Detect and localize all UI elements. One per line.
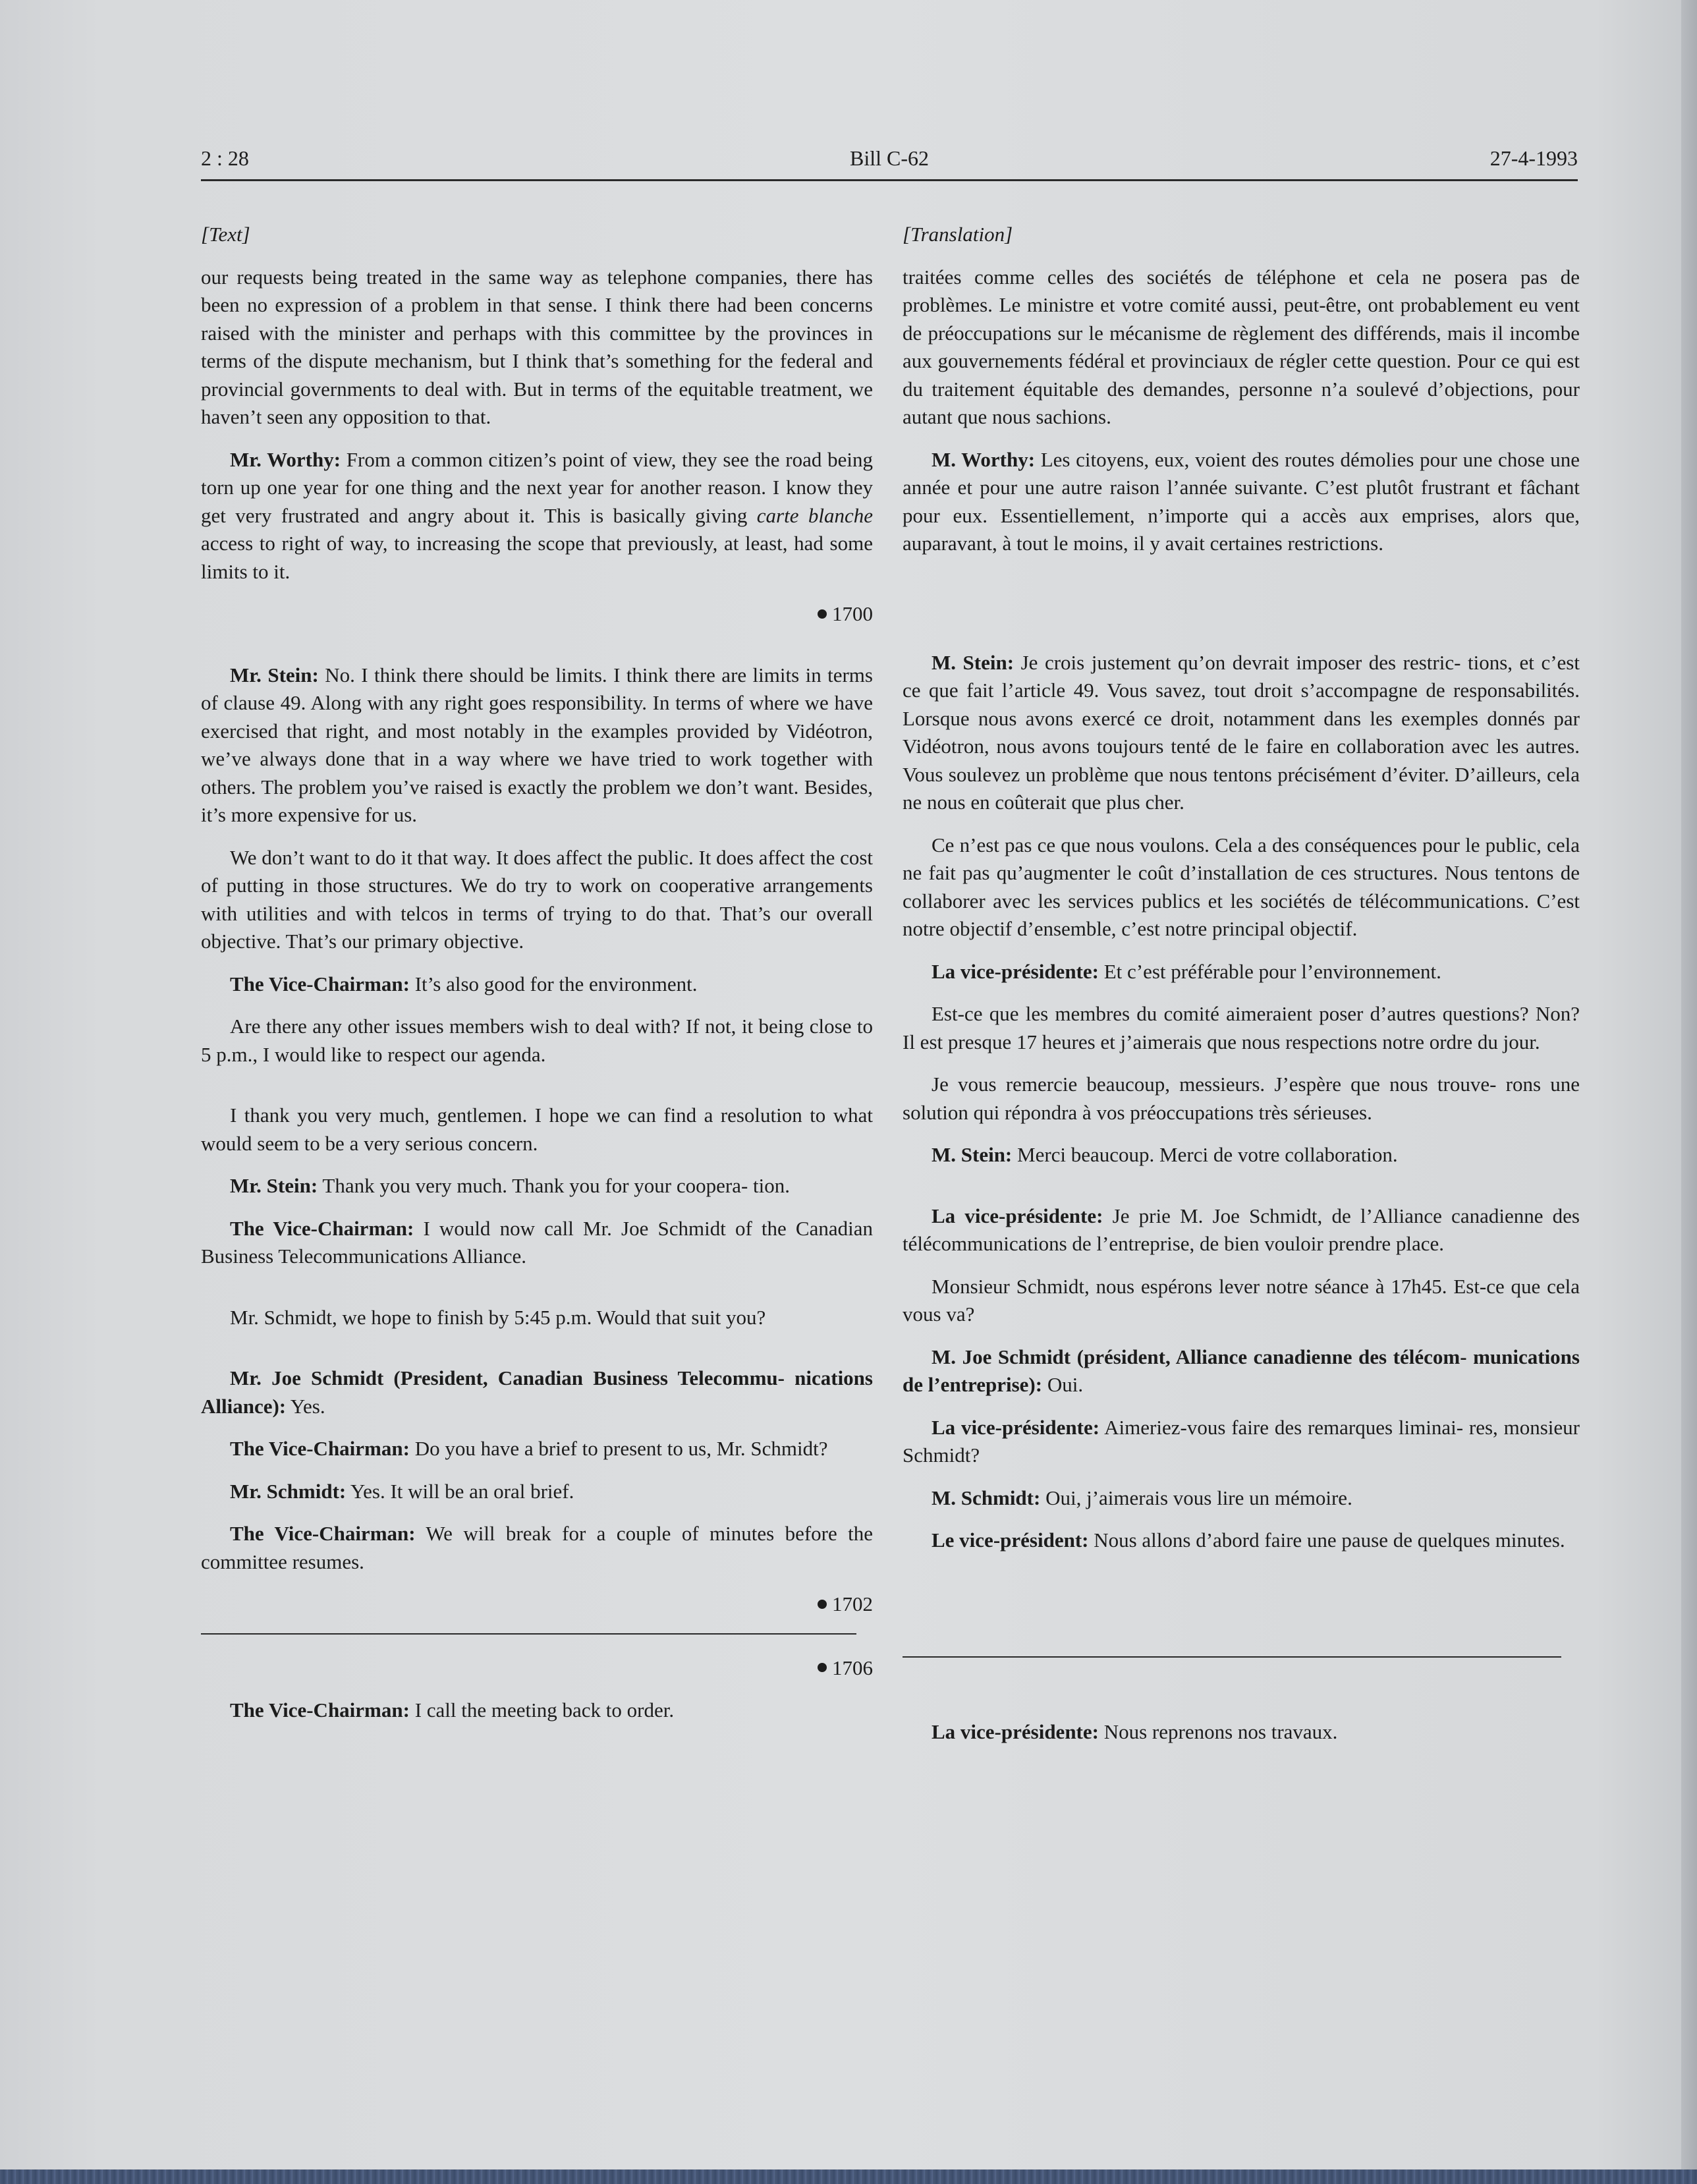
speaker: The Vice-Chairman: (230, 972, 410, 995)
speaker: The Vice-Chairman: (230, 1437, 410, 1460)
bullet-icon (818, 1600, 827, 1609)
paragraph: La vice-présidente: Aimeriez-vous faire des remarques liminai- res, monsieur Schmidt? (903, 1415, 1580, 1467)
paragraph: We don’t want to do it that way. It does affect the public. It does affect the cost of putting in those structures. We do try to work on cooperative arrangements with utilities and with telcos in terms of trying to do that. That’s our overall objective. That’s our primary objective. (201, 845, 874, 953)
paragraph: The Vice-Chairman: Do you have a brief to present to us, Mr. Schmidt? (230, 1437, 828, 1460)
column-label-text: [Text] (201, 223, 250, 246)
french-column (903, 221, 1580, 1760)
page-edge (1681, 0, 1697, 2184)
italic-phrase: carte blanche (756, 503, 874, 527)
speaker: M. Joe Schmidt (président, Alliance canadienne des télécom- munications de l’entreprise): (903, 1345, 1580, 1396)
time-marker: 1700 (201, 600, 873, 629)
speaker: M. Stein: (932, 1143, 1013, 1166)
paragraph: Ce n’est pas ce que nous voulons. Cela a des conséquences pour le public, cela ne fait pas qu’augmenter le coût d’installation de ces structures. Nous tentons de collaborer avec les services publics et les sociétés de télécommunications. C’est notre objectif d’ensemble, c’est notre principal objectif. (903, 833, 1580, 940)
header-rule (201, 179, 1578, 181)
paragraph: Monsieur Schmidt, nous espérons lever notre séance à 17h45. Est-ce que cela vous va? (903, 1274, 1580, 1326)
paragraph: Mr. Schmidt, we hope to finish by 5:45 p.m. Would that suit you? (230, 1305, 766, 1329)
speaker: The Vice-Chairman: (230, 1522, 416, 1545)
speaker: Mr. Worthy: (230, 447, 341, 471)
paragraph: Mr. Stein: No. I think there should be limits. I think there are limits in terms of clause 49. Along with any right goes responsibility. In terms of where we have exercised that right, and most notably in the examples provided by Vidéotron, we’ve always done that in a way where we have tried to work together with others. The problem you’ve raised is exactly the problem we don’t want. Besides, it’s more expensive for us. (201, 663, 873, 826)
scan-binding-strip (0, 2170, 1697, 2184)
speaker: The Vice-Chairman: (230, 1216, 414, 1240)
paragraph: our requests being treated in the same way as telephone companies, there has been no expression of a problem in that sense. I think there had been concerns raised with the minister and perhaps with this committee by the provinces in terms of the dispute mechanism, but I think that’s something for the federal and provincial governments to deal with. But in terms of the equitable treatment, we haven’t seen any opposition to that. (201, 265, 873, 428)
paragraph: La vice-présidente: Nous reprenons nos travaux. (932, 1720, 1338, 1743)
speaker: M. Schmidt: (932, 1486, 1041, 1509)
paragraph: Mr. Schmidt: Yes. It will be an oral brief. (230, 1479, 574, 1503)
paragraph: The Vice-Chairman: We will break for a couple of minutes before the committee resumes. (201, 1522, 873, 1573)
speaker: La vice-présidente: (932, 1720, 1099, 1743)
document-title: Bill C-62 (849, 146, 929, 170)
label-text: Text (209, 223, 242, 246)
paragraph: I thank you very much, gentlemen. I hope we can find a resolution to what would seem to be a very serious concern. (201, 1104, 873, 1155)
paragraph: La vice-présidente: Et c’est préférable pour l’environnement. (932, 959, 1441, 983)
paragraph: Le vice-président: Nous allons d’abord faire une pause de quelques minutes. (932, 1528, 1565, 1552)
english-column (201, 221, 873, 1739)
paragraph: M. Joe Schmidt (président, Alliance canadienne des télécom- munications de l’entreprise): Oui. (903, 1345, 1580, 1396)
bullet-icon (818, 1663, 827, 1672)
speaker: La vice-présidente: (932, 959, 1099, 983)
section-rule (201, 1633, 856, 1635)
paragraph: Mr. Stein: Thank you very much. Thank you for your coopera- tion. (230, 1174, 791, 1197)
paragraph: The Vice-Chairman: It’s also good for the environment. (230, 972, 698, 995)
document-date: 27-4-1993 (1489, 146, 1578, 170)
time-marker: 1706 (201, 1654, 873, 1683)
paragraph: The Vice-Chairman: I call the meeting back to order. (230, 1698, 675, 1722)
speaker: M. Stein: (932, 650, 1015, 674)
bullet-icon (818, 609, 827, 619)
paragraph: M. Worthy: Les citoyens, eux, voient des routes démolies pour une chose une année et pour une autre raison l’année suivante. C’est plutôt frustrant et fâchant pour eux. Essentiellement, n’importe qui a accès aux emprises, alors que, auparavant, à tout le moins, il y avait certaines restrictions. (903, 447, 1580, 555)
speaker: M. Worthy: (932, 447, 1036, 471)
paragraph: Are there any other issues members wish to deal with? If not, it being close to 5 p.m., I would like to respect our agenda. (201, 1015, 873, 1066)
paragraph: M. Schmidt: Oui, j’aimerais vous lire un mémoire. (932, 1486, 1352, 1509)
paragraph: M. Stein: Merci beaucoup. Merci de votre collaboration. (932, 1143, 1398, 1166)
paragraph: Je vous remercie beaucoup, messieurs. J’espère que nous trouve- rons une solution qui répondra à vos préoccupations très sérieuses. (903, 1073, 1580, 1124)
page-number: 2 : 28 (201, 146, 249, 170)
speaker: La vice-présidente: (932, 1415, 1100, 1439)
paragraph: M. Stein: Je crois justement qu’on devrait imposer des restric- tions, et c’est ce que fait l’article 49. Vous savez, tout droit s’accompagne de responsabilités. Lorsque nous avons exercé ce droit, notamment dans les exemples donnés par Vidéotron, nous avons toujours tenté de le faire en collaboration avec les autres. Vous soulevez un problème que nous tentons précisément d’éviter. D’ailleurs, cela ne nous en coûterait que plus cher. (903, 650, 1580, 814)
label-text: Translation (910, 223, 1005, 246)
speaker: Mr. Joe Schmidt (President, Canadian Business Telecommu- nications Alliance): (201, 1366, 873, 1418)
paragraph: Mr. Worthy: From a common citizen’s point of view, they see the road being torn up one year for one thing and the next year for another reason. I know they get very frustrated and angry about it. This is basically giving carte blanche access to right of way, to increasing the scope that previously, at least, had some limits to it. (201, 447, 874, 583)
page-header (201, 146, 1578, 181)
paragraph: The Vice-Chairman: I would now call Mr. Joe Schmidt of the Canadian Business Telecommunications Alliance. (201, 1216, 873, 1268)
paragraph: Est-ce que les membres du comité aimeraient poser d’autres questions? Non? Il est presque 17 heures et j’aimerais que nous respections notre ordre du jour. (903, 1002, 1580, 1053)
paragraph: traitées comme celles des sociétés de téléphone et cela ne posera pas de problèmes. Le ministre et votre comité aussi, peut-être, ont probablement eu vent de préoccupations sur le mécanisme de règlement des différends, mais il incombe aux gouvernements fédéral et provinciaux de régler cette question. Pour ce qui est du traitement équitable des demandes, personne n’a soulevé d’objections, pour autant que nous sachions. (903, 265, 1580, 428)
column-label-translation: [Translation] (903, 223, 1013, 246)
paragraph: La vice-présidente: Je prie M. Joe Schmidt, de l’Alliance canadienne des télécommunications de l’entreprise, de bien vouloir prendre place. (903, 1204, 1580, 1255)
speaker: The Vice-Chairman: (230, 1698, 410, 1722)
speaker: Le vice-président: (932, 1528, 1089, 1552)
section-rule (903, 1656, 1561, 1658)
speaker: Mr. Schmidt: (230, 1479, 347, 1503)
paragraph: Mr. Joe Schmidt (President, Canadian Business Telecommu- nications Alliance): Yes. (201, 1366, 873, 1418)
time-marker: 1702 (201, 1590, 873, 1619)
speaker: La vice-présidente: (932, 1204, 1103, 1227)
speaker: Mr. Stein: (230, 663, 319, 686)
speaker: Mr. Stein: (230, 1174, 318, 1197)
